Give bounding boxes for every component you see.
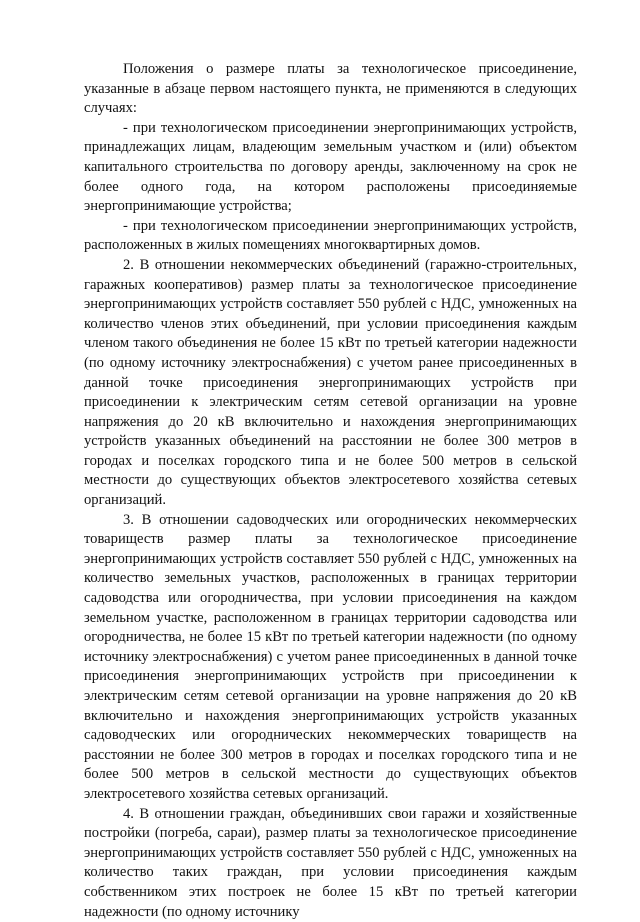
document-body	[84, 60, 577, 922]
paragraph-exception-apartments: - при технологическом присоединении энергопринимающих устройств, расположенных в жилых помещениях многоквартирных домов.	[84, 217, 577, 254]
paragraph-item-4: 4. В отношении граждан, объединивших свои гаражи и хозяйственные постройки (погреба, сараи), размер платы за технологическое присоединение энергопринимающих устройств составляет 550 рублей с НДС, умноженных на количество таких граждан, при условии присоединения каждым собственником этих построек не более 15 кВт по третьей категории надежности (по одному источнику	[84, 805, 577, 920]
paragraph-item-3: 3. В отношении садоводческих или огороднических некоммерческих товариществ размер платы за технологическое присоединение энергопринимающих устройств составляет 550 рублей с НДС, умноженных на количество земельных участков, расположенных в границах территории садоводства или огородничества, при условии присоединения на каждом земельном участке, расположенном в границах территории садоводства или огородничества, не более 15 кВт по третьей категории надежности (по одному источнику электроснабжения) с учетом ранее присоединенных в данной точке присоединения энергопринимающих устройств при присоединении к электрическим сетям сетевой организации на уровне напряжения до 20 кВ включительно и нахождения энергопринимающих устройств указанных садоводческих или огороднических некоммерческих товариществ на расстоянии не более 300 метров в городах и поселках городского типа и не более 500 метров в сельской местности до существующих объектов электросетевого хозяйства сетевых организаций.	[84, 511, 577, 802]
paragraph-item-2: 2. В отношении некоммерческих объединений (гаражно-строительных, гаражных кооперативов) размер платы за технологическое присоединение энергопринимающих устройств составляет 550 рублей с НДС, умноженных на количество членов этих объединений, при условии присоединения каждым членом такого объединения не более 15 кВт по третьей категории надежности (по одному источнику электроснабжения) с учетом ранее присоединенных в данной точке присоединения энергопринимающих устройств при присоединении к электрическим сетям сетевой организации на уровне напряжения до 20 кВ включительно и нахождения энергопринимающих устройств указанных объединений на расстоянии не более 300 метров в городах и поселках городского типа и не более 500 метров в сельской местности до существующих объектов электросетевого хозяйства сетевых организаций.	[84, 256, 577, 509]
paragraph-intro: Положения о размере платы за технологическое присоединение, указанные в абзаце первом настоящего пункта, не применяются в следующих случаях:	[84, 61, 577, 117]
paragraph-exception-lease: - при технологическом присоединении энергопринимающих устройств, принадлежащих лицам, владеющим земельным участком и (или) объектом капитального строительства по договору аренды, заключенному на срок не более одного года, на котором расположены присоединяемые энергопринимающие устройства;	[84, 119, 577, 215]
